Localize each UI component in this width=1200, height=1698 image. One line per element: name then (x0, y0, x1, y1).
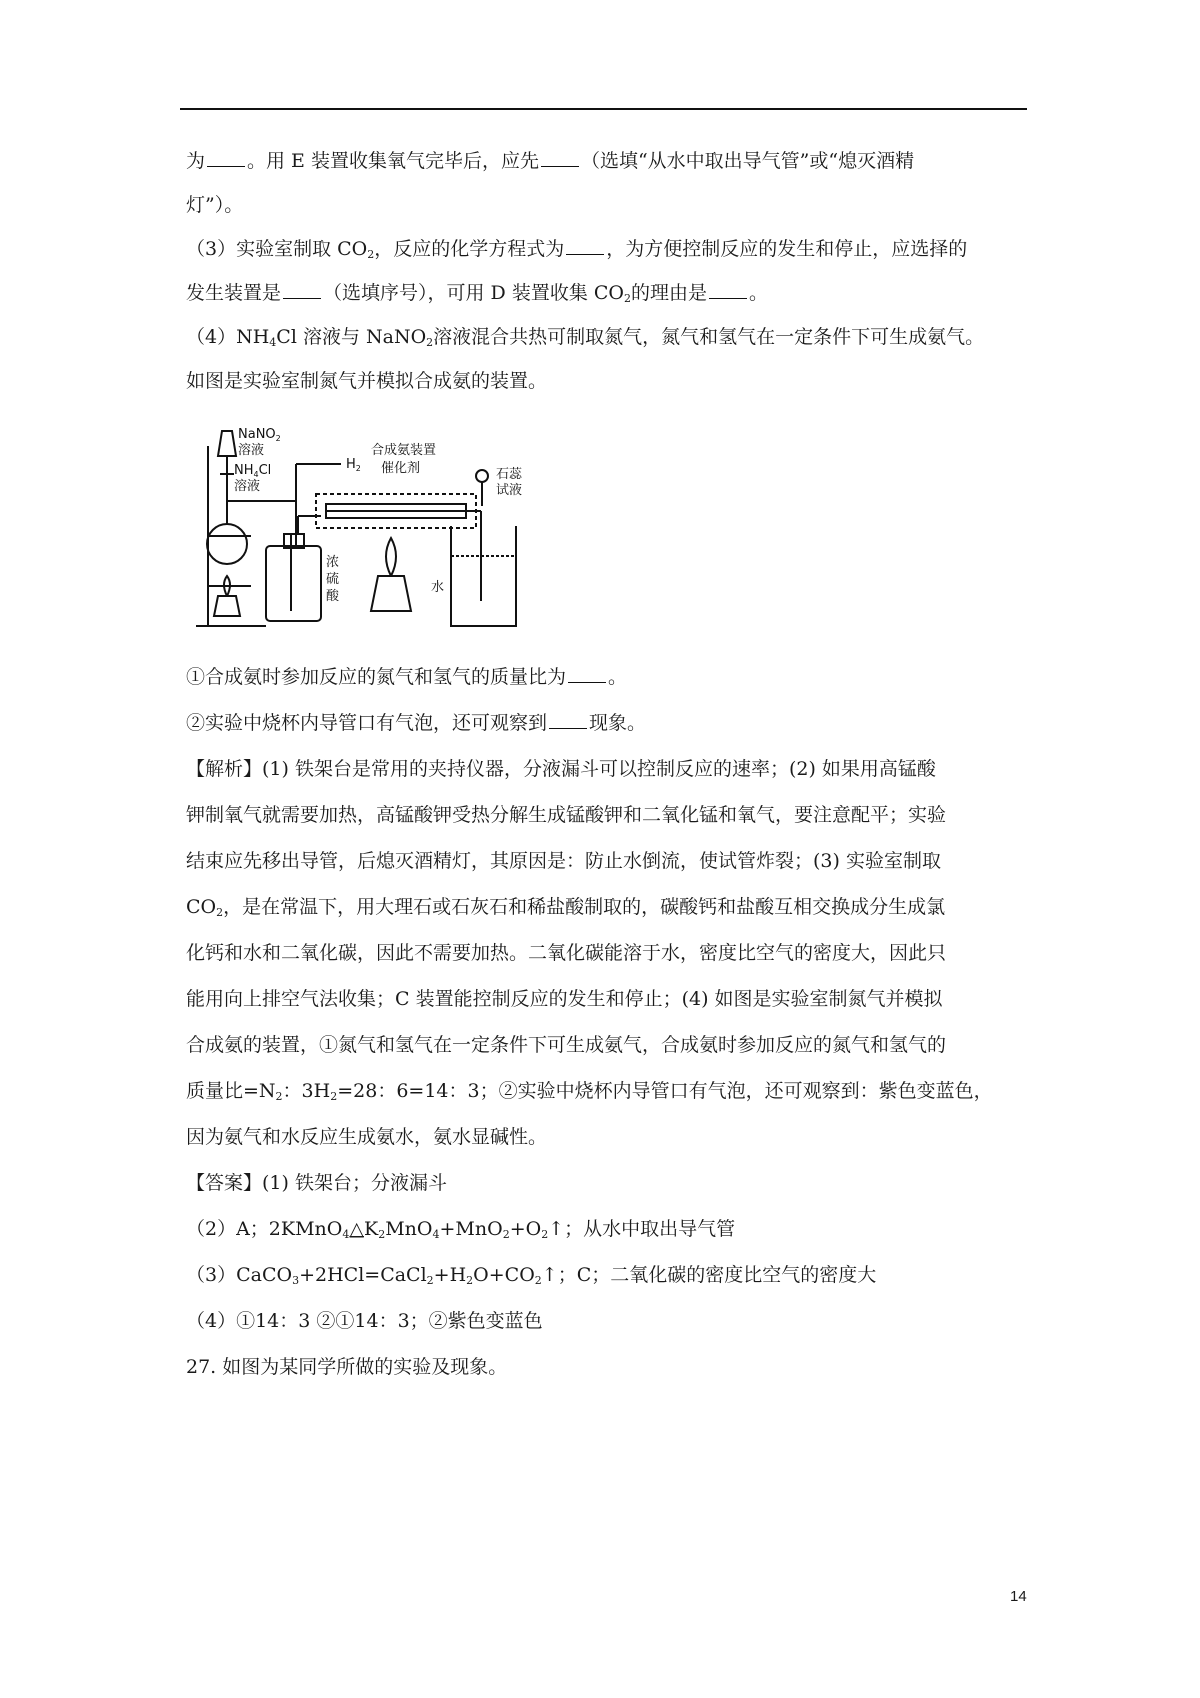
text-line-4: 发生装置是 （选填序号），可用 D 装置收集 $CO_2$的理由是 。 (186, 282, 769, 305)
litmus-label: 石蕊 (496, 467, 523, 482)
page-number: 14 (1010, 1588, 1027, 1605)
answer-line-3: $(3)CaCO_3+2HCl=CaCl_2+H_2O+CO_2↑$；C；二氧化碳的密度比空气的密度大 (186, 1264, 877, 1287)
answer-line-1: 【答案】(1) 铁架台；分液漏斗 (186, 1172, 447, 1194)
analysis-line-6: 能用向上排空气法收集；C 装置能控制反应的发生和停止；(4) 如图是实验室制氮气并模拟 (186, 988, 943, 1010)
analysis-line-7: 合成氨的装置，①氮气和氢气在一定条件下可生成氨气，合成氨时参加反应的氮气和氢气的 (186, 1034, 947, 1056)
water-label: 水 (431, 580, 445, 595)
answer-line-4: （4）①14：3 ②①14：3；②紫色变蓝色 (186, 1310, 543, 1332)
analysis-line-3: 结束应先移出导管，后熄灭酒精灯，其原因是：防止水倒流，使试管炸裂；(3) 实验室制取 (186, 850, 941, 872)
nh4cl-solution-label: 溶液 (234, 479, 261, 494)
nano2-label: NaNO$_2$ (238, 427, 281, 443)
analysis-line-2: 钾制氧气就需要加热，高锰酸钾受热分解生成锰酸钾和二氧化锰和氧气，要注意配平；实验 (186, 804, 947, 826)
ammonia-synthesis-apparatus-figure (196, 426, 551, 638)
analysis-line-4: $CO_2$，是在常温下，用大理石或石灰石和稀盐酸制取的，碳酸钙和盐酸互相交换成分生成氯 (186, 896, 946, 919)
analysis-line-9: 因为氨气和水反应生成氨水，氨水显碱性。 (186, 1126, 548, 1148)
analysis-line-1: 【解析】(1) 铁架台是常用的夹持仪器，分液漏斗可以控制反应的速率；(2) 如果用高锰酸 (186, 758, 936, 780)
question-27: 27. 如图为某同学所做的实验及现象。 (186, 1356, 508, 1378)
litmus-solution-label: 试液 (496, 483, 523, 498)
text-line-6: 如图是实验室制氮气并模拟合成氨的装置。 (186, 370, 548, 392)
text-line-1: 为 。用 E 装置收集氧气完毕后，应先 （选填“从水中取出导气管”或“熄灭酒精 (186, 150, 915, 172)
acid-label-2: 硫 (326, 572, 340, 587)
analysis-line-8: 质量比$=N_2$：$3H_2=28$：6=14：3；②实验中烧杯内导管口有气泡，还可观察到：紫色变蓝色， (186, 1080, 993, 1103)
synthesis-label: 合成氨装置 (371, 443, 437, 458)
catalyst-label: 催化剂 (381, 461, 421, 476)
text-line-2: 灯”）。 (186, 194, 244, 216)
h2-label: $H_2$ (346, 457, 361, 473)
question-1: ①合成氨时参加反应的氮气和氢气的质量比为 。 (186, 666, 628, 688)
header-rule (180, 108, 1027, 110)
text-line-3: （3）实验室制取 $CO_2$，反应的化学方程式为 ，为方便控制反应的发生和停止，应选择的 (186, 238, 968, 261)
question-2: ②实验中烧杯内导管口有气泡，还可观察到 现象。 (186, 712, 647, 734)
acid-label-3: 酸 (326, 589, 340, 604)
answer-line-2: （2）A；$2KMnO_4\triangle K_2MnO_4+MnO_2+O_2↑$；从水中取出导气管 (186, 1218, 736, 1241)
acid-label-1: 浓 (326, 555, 340, 570)
text-line-5: $(4)NH_4Cl$ 溶液与 NaNO$_2$溶液混合共热可制取氮气，氮气和氢气在一定条件下可生成氨气。 (186, 326, 985, 349)
nano2-solution-label: 溶液 (238, 443, 265, 458)
analysis-line-5: 化钙和水和二氧化碳，因此不需要加热。二氧化碳能溶于水，密度比空气的密度大，因此只 (186, 942, 947, 964)
nh4cl-label: $NH_4Cl$ (234, 463, 272, 479)
